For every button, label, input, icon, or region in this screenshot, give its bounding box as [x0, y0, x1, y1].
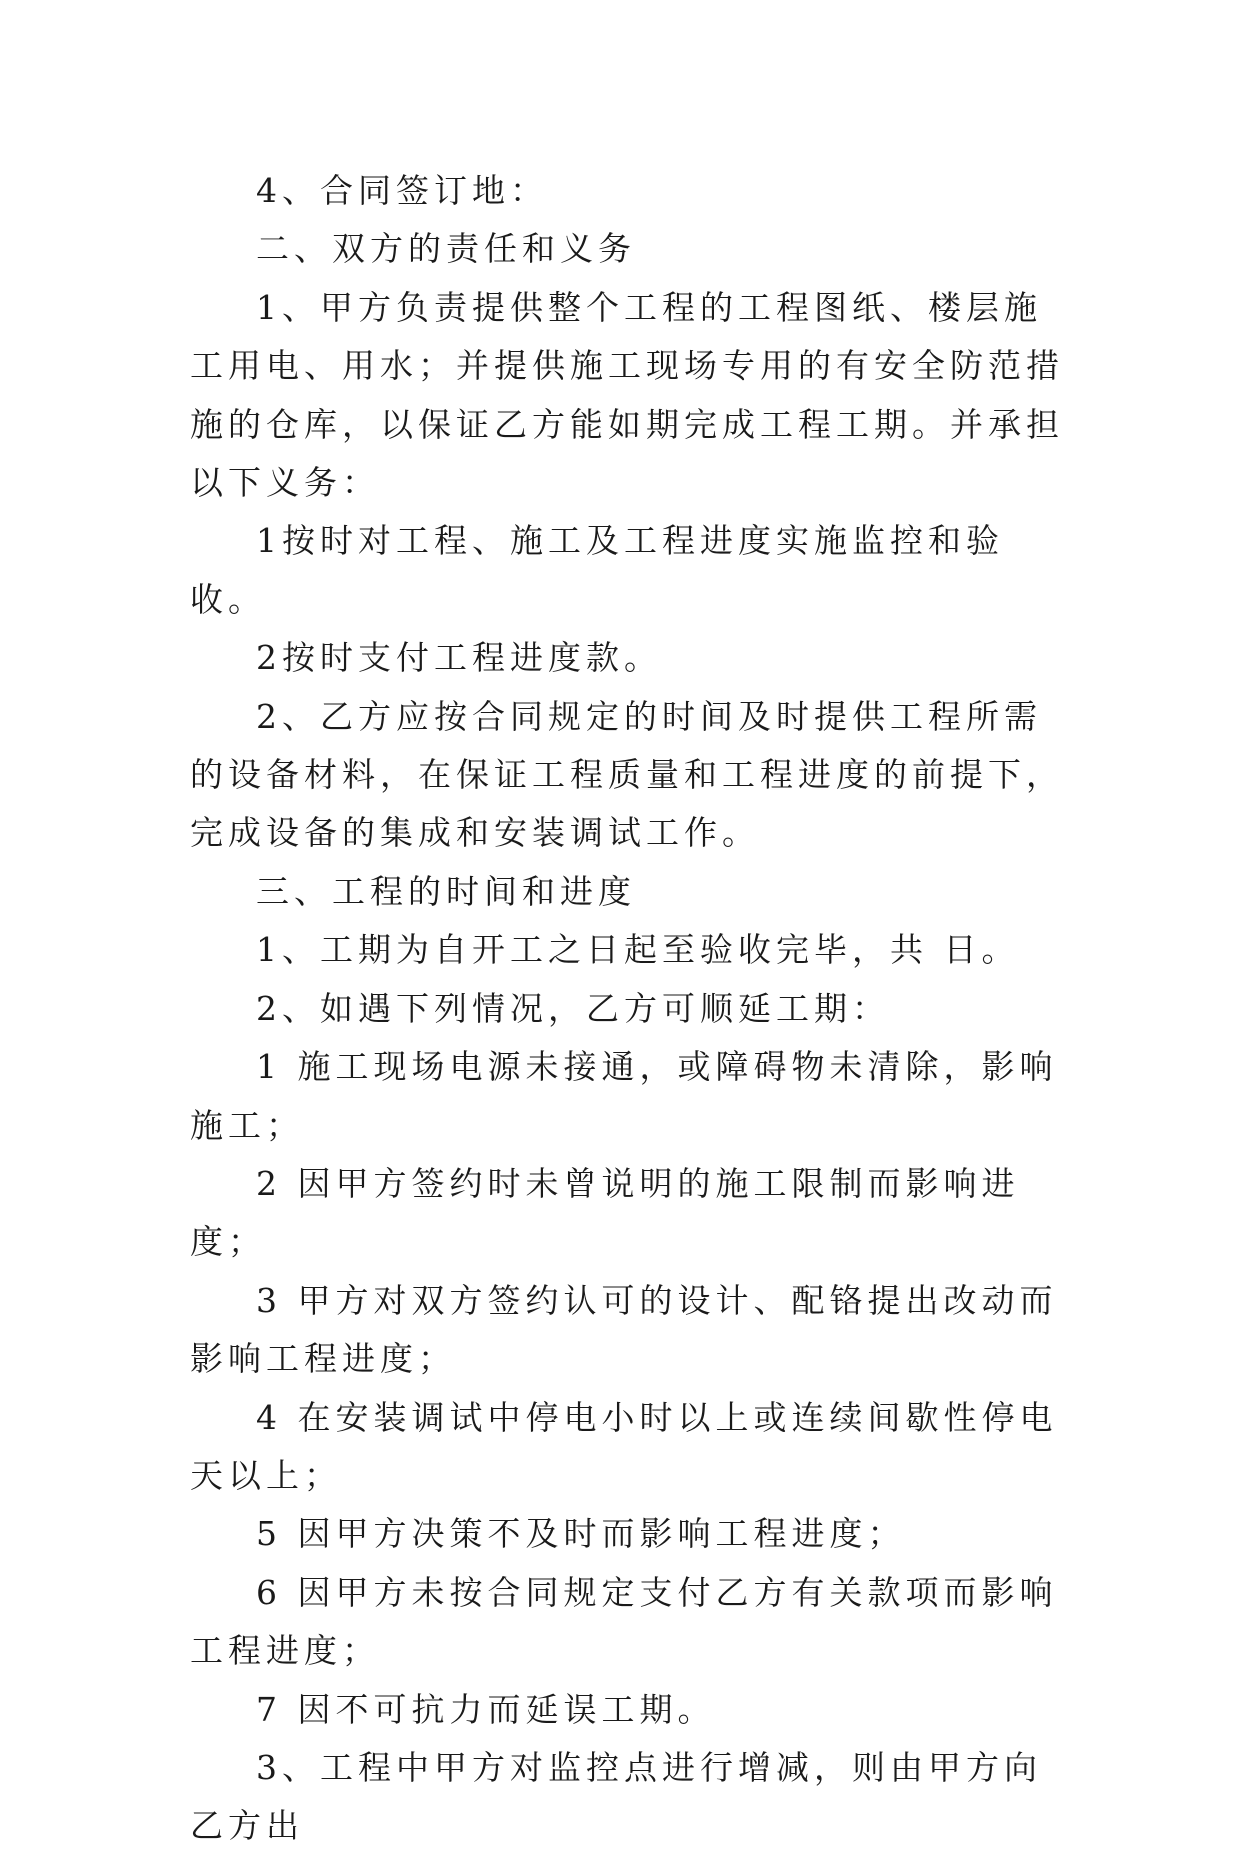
document-body [190, 162, 1070, 1856]
list-item-condition-4: 4 在安装调试中停电小时以上或连续间歇性停电 天以上； [190, 1397, 1058, 1495]
paragraph-party-a-duty-2: 2按时支付工程进度款。 [256, 638, 662, 678]
list-item-condition-3: 3 甲方对双方签约认可的设计、配铬提出改动而影响工程进度； [190, 1280, 1058, 1379]
list-item-condition-7: 7 因不可抗力而延误工期。 [256, 1689, 716, 1729]
paragraph-duration: 1、工期为自开工之日起至验收完毕，共 日。 [256, 930, 1020, 970]
section-heading-schedule: 三、工程的时间和进度 [256, 871, 636, 911]
list-item-condition-2: 2 因甲方签约时未曾说明的施工限制而影响进度； [190, 1163, 1020, 1262]
paragraph-contract-location: 4、合同签订地： [256, 171, 548, 210]
list-item-condition-1: 1 施工现场电源未接通，或障碍物未清除，影响施工； [190, 1047, 1058, 1145]
paragraph-party-a-duties: 1、甲方负责提供整个工程的工程图纸、楼层施工用电、用水；并提供施工现场专用的有安全防范措施的仓库，以保证乙方能如期完成工程工期。并承担以下义务： [190, 287, 1064, 503]
list-item-condition-5: 5 因甲方决策不及时而影响工程进度； [256, 1514, 906, 1554]
paragraph-party-b-duties: 2、乙方应按合同规定的时间及时提供工程所需的设备材料，在保证工程质量和工程进度的前提下，完成设备的集成和安装调试工作。 [190, 696, 1064, 853]
list-item-condition-6: 6 因甲方未按合同规定支付乙方有关款项而影响工程进度； [190, 1572, 1058, 1671]
paragraph-monitoring-changes: 3、工程中甲方对监控点进行增减，则由甲方向乙方出 [190, 1747, 1042, 1846]
paragraph-party-a-duty-1: 1按时对工程、施工及工程进度实施监控和验收。 [190, 521, 1004, 619]
paragraph-extension-conditions: 2、如遇下列情况，乙方可顺延工期： [256, 988, 890, 1028]
section-heading-responsibilities: 二、双方的责任和义务 [256, 229, 636, 269]
